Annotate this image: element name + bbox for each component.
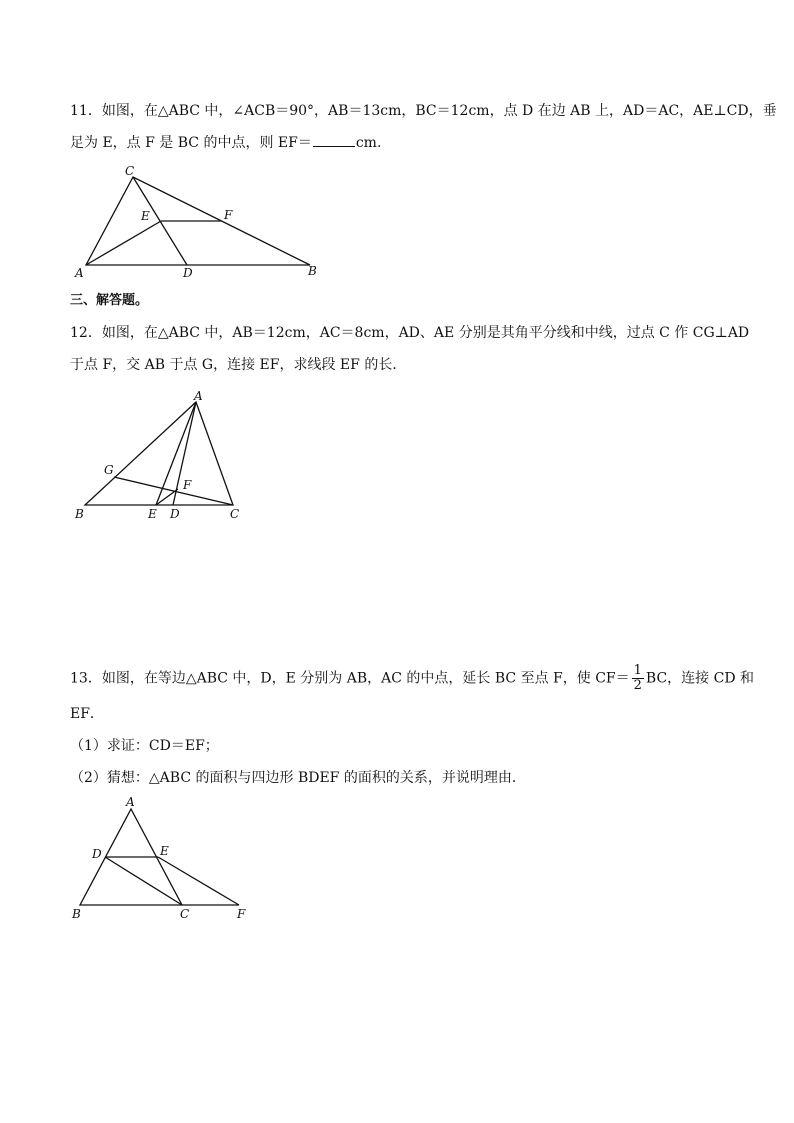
answer-blank	[313, 132, 355, 147]
label-b: B	[75, 507, 84, 521]
q13-text-line1-pre: 13．如图，在等边△ABC 中，D，E 分别为 AB，AC 的中点，延长 BC 至点 F，使 CF＝	[70, 670, 630, 687]
label-c: C	[230, 507, 240, 521]
label-g: G	[104, 463, 114, 477]
q12-figure	[70, 385, 260, 525]
label-e: E	[160, 844, 169, 858]
q13-part1: （1）求证：CD＝EF；	[70, 738, 219, 754]
q11-text-line2-pre: 足为 E，点 F 是 BC 的中点，则 EF＝	[70, 135, 312, 151]
q13-text-line1	[70, 664, 754, 693]
triangle-abc	[85, 402, 233, 505]
q13-text-line1-post: BC，连接 CD 和	[645, 670, 755, 687]
q13-part2: （2）猜想：△ABC 的面积与四边形 BDEF 的面积的关系，并说明理由．	[70, 770, 526, 786]
q11-text-line2	[70, 132, 381, 153]
fraction-denominator: 2	[633, 678, 642, 693]
q11-figure	[70, 160, 330, 285]
label-f: F	[224, 208, 233, 222]
label-f: F	[237, 907, 246, 921]
fraction-numerator: 1	[633, 663, 642, 678]
q12-text-line1: 12．如图，在△ABC 中，AB＝12cm，AC＝8cm，AD、AE 分别是其角平分线和中线，过点 C 作 CG⊥AD	[70, 325, 750, 341]
q12-text-line2: 于点 F，交 AB 于点 G，连接 EF，求线段 EF 的长．	[70, 357, 407, 373]
section-title: 三、解答题。	[70, 293, 149, 308]
q11-text-line1: 11．如图，在△ABC 中，∠ACB＝90°，AB＝13cm，BC＝12cm，点 D 在边 AB 上，AD＝AC，AE⊥CD，垂	[70, 103, 777, 119]
label-c: C	[125, 164, 135, 178]
label-d: D	[183, 266, 193, 280]
label-e: E	[148, 507, 157, 521]
label-e: E	[141, 209, 150, 223]
q13-figure	[70, 793, 260, 923]
label-a: A	[126, 795, 135, 809]
q13-text-line2: EF．	[70, 706, 104, 722]
q11-text-line2-post: cm.	[355, 135, 382, 151]
label-a: A	[194, 389, 203, 403]
label-b: B	[308, 264, 317, 278]
label-c: C	[180, 907, 190, 921]
label-d: D	[92, 847, 102, 861]
label-f: F	[183, 478, 192, 492]
label-d: D	[170, 507, 180, 521]
label-a: A	[75, 266, 84, 280]
label-b: B	[72, 907, 81, 921]
fraction-one-half	[632, 664, 644, 693]
